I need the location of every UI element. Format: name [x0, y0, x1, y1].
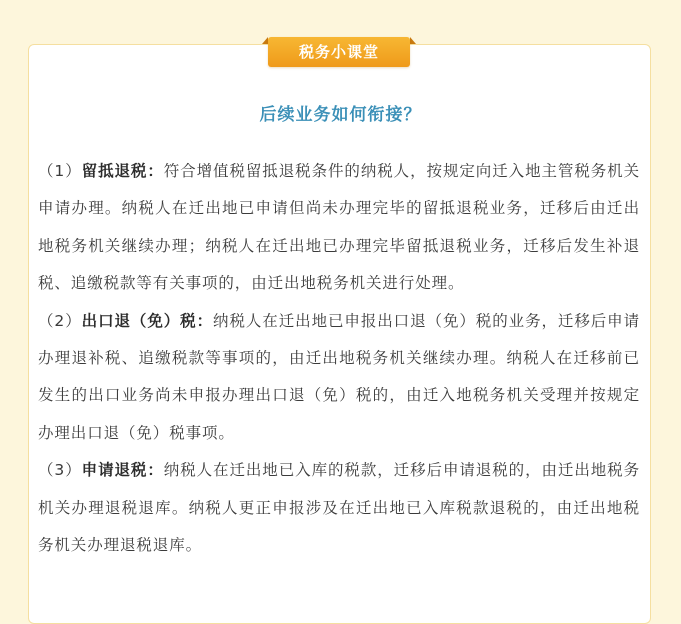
paragraph-term: 出口退（免）税：: [81, 311, 214, 330]
paragraph-term: 留抵退税：: [81, 162, 164, 180]
paragraph-term: 申请退税：: [81, 461, 164, 480]
paragraph-number: （3）: [38, 461, 82, 480]
badge-ribbon-right: [410, 37, 416, 44]
paragraph-refund-retained: [38, 153, 640, 303]
paragraph-number: （2）: [38, 311, 82, 330]
paragraph-body: 纳税人在迁出地已入库的税款，迁移后申请退税的，由迁出地税务机关办理退税退库。纳税人更正申报涉及在迁出地已入库税款退税的，由迁出地税务机关办理退税退库。: [38, 461, 640, 555]
article-body: [38, 153, 640, 564]
section-subtitle: 后续业务如何衔接？: [259, 105, 422, 125]
section-badge: 税务小课堂: [268, 37, 410, 67]
paragraph-number: （1）: [38, 162, 82, 180]
paragraph-body: 纳税人在迁出地已申报出口退（免）税的业务，迁移后申请办理退补税、追缴税款等事项的，由迁出地税务机关继续办理。纳税人在迁移前已发生的出口业务尚未申报办理出口退（免）税的，由迁入地税务机关受理并按规定办理出口退（免）税事项。: [38, 311, 641, 442]
paragraph-body: 符合增值税留抵退税条件的纳税人，按规定向迁入地主管税务机关申请办理。纳税人在迁出地已申请但尚未办理完毕的留抵退税业务，迁移后由迁出地税务机关继续办理；纳税人在迁出地已办理完毕留抵退税业务，迁移后发生补退税、追缴税款等有关事项的，由迁出地税务机关进行处理。: [38, 162, 640, 293]
paragraph-export-refund: [38, 303, 640, 453]
paragraph-apply-refund: [38, 452, 640, 564]
